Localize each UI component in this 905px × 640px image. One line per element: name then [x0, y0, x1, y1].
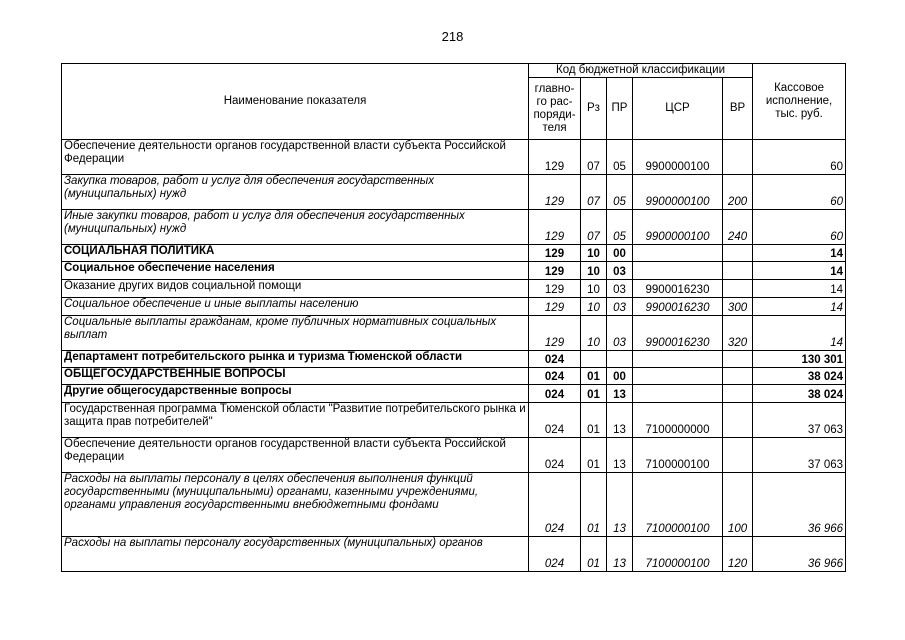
row-amount: 37 063	[753, 403, 846, 438]
row-name: СОЦИАЛЬНАЯ ПОЛИТИКА	[62, 245, 529, 262]
row-pr: 03	[607, 262, 633, 280]
row-amount: 14	[753, 262, 846, 280]
row-glava: 129	[529, 175, 581, 210]
table-row	[62, 438, 846, 473]
row-amount: 14	[753, 245, 846, 262]
row-name: Социальные выплаты гражданам, кроме публичных нормативных социальных выплат	[62, 316, 529, 351]
row-name: Социальное обеспечение населения	[62, 262, 529, 280]
header-code-group: Код бюджетной классификации	[529, 64, 753, 78]
row-pr: 00	[607, 245, 633, 262]
table-row	[62, 368, 846, 385]
row-rz: 01	[581, 385, 607, 403]
table-row	[62, 403, 846, 438]
row-amount: 37 063	[753, 438, 846, 473]
row-name: Социальное обеспечение и иные выплаты населению	[62, 298, 529, 316]
row-name: Департамент потребительского рынка и туризма Тюменской области	[62, 351, 529, 368]
row-rz	[581, 351, 607, 368]
row-rz: 07	[581, 175, 607, 210]
row-vr: 300	[723, 298, 753, 316]
row-vr	[723, 385, 753, 403]
row-pr: 13	[607, 438, 633, 473]
row-csr: 9900016230	[633, 298, 723, 316]
row-vr	[723, 280, 753, 298]
budget-table	[61, 63, 846, 572]
row-amount: 38 024	[753, 385, 846, 403]
row-rz: 07	[581, 140, 607, 175]
row-glava: 024	[529, 351, 581, 368]
row-csr: 7100000000	[633, 403, 723, 438]
row-pr: 05	[607, 175, 633, 210]
row-amount: 14	[753, 316, 846, 351]
row-name: Обеспечение деятельности органов государственной власти субъекта Российской Федерации	[62, 140, 529, 175]
row-csr: 9900000100	[633, 175, 723, 210]
row-name: Иные закупки товаров, работ и услуг для обеспечения государственных (муниципальных) нужд	[62, 210, 529, 245]
row-glava: 024	[529, 438, 581, 473]
row-name: Государственная программа Тюменской области "Развитие потребительского рынка и защита прав потребителей"	[62, 403, 529, 438]
row-name: Закупка товаров, работ и услуг для обеспечения государственных (муниципальных) нужд	[62, 175, 529, 210]
row-vr	[723, 403, 753, 438]
row-glava: 129	[529, 262, 581, 280]
row-rz: 10	[581, 280, 607, 298]
header-amount: Кассовое исполнение, тыс. руб.	[753, 64, 846, 140]
row-name: Расходы на выплаты персоналу в целях обеспечения выполнения функций государственными (муниципальными) органами, казенными учреждениями, органами управления государственными внебюджетными фондами	[62, 473, 529, 537]
row-pr: 03	[607, 316, 633, 351]
row-rz: 01	[581, 473, 607, 537]
row-pr: 03	[607, 298, 633, 316]
row-glava: 024	[529, 403, 581, 438]
row-glava: 129	[529, 298, 581, 316]
row-glava: 129	[529, 280, 581, 298]
row-pr: 13	[607, 537, 633, 572]
row-csr: 9900000100	[633, 140, 723, 175]
header-pr: ПР	[607, 78, 633, 140]
row-vr	[723, 351, 753, 368]
row-vr	[723, 140, 753, 175]
table-row	[62, 262, 846, 280]
row-name: ОБЩЕГОСУДАРСТВЕННЫЕ ВОПРОСЫ	[62, 368, 529, 385]
row-name: Другие общегосударственные вопросы	[62, 385, 529, 403]
row-amount: 60	[753, 210, 846, 245]
row-csr	[633, 385, 723, 403]
row-glava: 129	[529, 140, 581, 175]
row-vr	[723, 262, 753, 280]
page-number: 218	[441, 29, 464, 44]
row-glava: 129	[529, 245, 581, 262]
row-amount: 60	[753, 175, 846, 210]
row-csr	[633, 368, 723, 385]
row-name: Оказание других видов социальной помощи	[62, 280, 529, 298]
row-csr: 7100000100	[633, 438, 723, 473]
row-csr	[633, 351, 723, 368]
header-glava: главно-го рас-поряди-теля	[529, 78, 581, 140]
row-rz: 01	[581, 438, 607, 473]
row-csr: 9900000100	[633, 210, 723, 245]
row-amount: 130 301	[753, 351, 846, 368]
row-rz: 01	[581, 368, 607, 385]
table-row	[62, 175, 846, 210]
row-vr	[723, 438, 753, 473]
row-rz: 01	[581, 537, 607, 572]
row-pr: 13	[607, 473, 633, 537]
header-name: Наименование показателя	[62, 64, 529, 140]
row-vr: 100	[723, 473, 753, 537]
row-vr: 240	[723, 210, 753, 245]
row-glava: 129	[529, 316, 581, 351]
table-row	[62, 351, 846, 368]
table-row	[62, 537, 846, 572]
row-rz: 10	[581, 298, 607, 316]
row-pr: 13	[607, 403, 633, 438]
row-name: Обеспечение деятельности органов государственной власти субъекта Российской Федерации	[62, 438, 529, 473]
row-rz: 10	[581, 245, 607, 262]
row-pr: 00	[607, 368, 633, 385]
row-csr	[633, 245, 723, 262]
row-vr: 320	[723, 316, 753, 351]
row-vr	[723, 245, 753, 262]
header-rz: Рз	[581, 78, 607, 140]
table-row	[62, 298, 846, 316]
row-pr: 03	[607, 280, 633, 298]
table-row	[62, 473, 846, 537]
row-amount: 14	[753, 280, 846, 298]
table-row	[62, 245, 846, 262]
row-vr	[723, 368, 753, 385]
table-row	[62, 210, 846, 245]
header-csr: ЦСР	[633, 78, 723, 140]
row-rz: 07	[581, 210, 607, 245]
row-vr: 200	[723, 175, 753, 210]
row-csr: 9900016230	[633, 280, 723, 298]
row-glava: 024	[529, 368, 581, 385]
row-amount: 38 024	[753, 368, 846, 385]
table-row	[62, 316, 846, 351]
row-pr: 05	[607, 140, 633, 175]
header-vr: ВР	[723, 78, 753, 140]
row-csr: 7100000100	[633, 473, 723, 537]
row-rz: 10	[581, 262, 607, 280]
row-csr	[633, 262, 723, 280]
row-vr: 120	[723, 537, 753, 572]
row-amount: 36 966	[753, 473, 846, 537]
row-csr: 9900016230	[633, 316, 723, 351]
row-glava: 024	[529, 385, 581, 403]
row-amount: 60	[753, 140, 846, 175]
row-rz: 01	[581, 403, 607, 438]
row-amount: 14	[753, 298, 846, 316]
row-pr: 05	[607, 210, 633, 245]
row-glava: 024	[529, 537, 581, 572]
row-pr: 13	[607, 385, 633, 403]
table-row	[62, 280, 846, 298]
row-rz: 10	[581, 316, 607, 351]
table-row	[62, 385, 846, 403]
row-amount: 36 966	[753, 537, 846, 572]
row-glava: 129	[529, 210, 581, 245]
row-csr: 7100000100	[633, 537, 723, 572]
table-row	[62, 140, 846, 175]
row-name: Расходы на выплаты персоналу государственных (муниципальных) органов	[62, 537, 529, 572]
row-pr	[607, 351, 633, 368]
row-glava: 024	[529, 473, 581, 537]
